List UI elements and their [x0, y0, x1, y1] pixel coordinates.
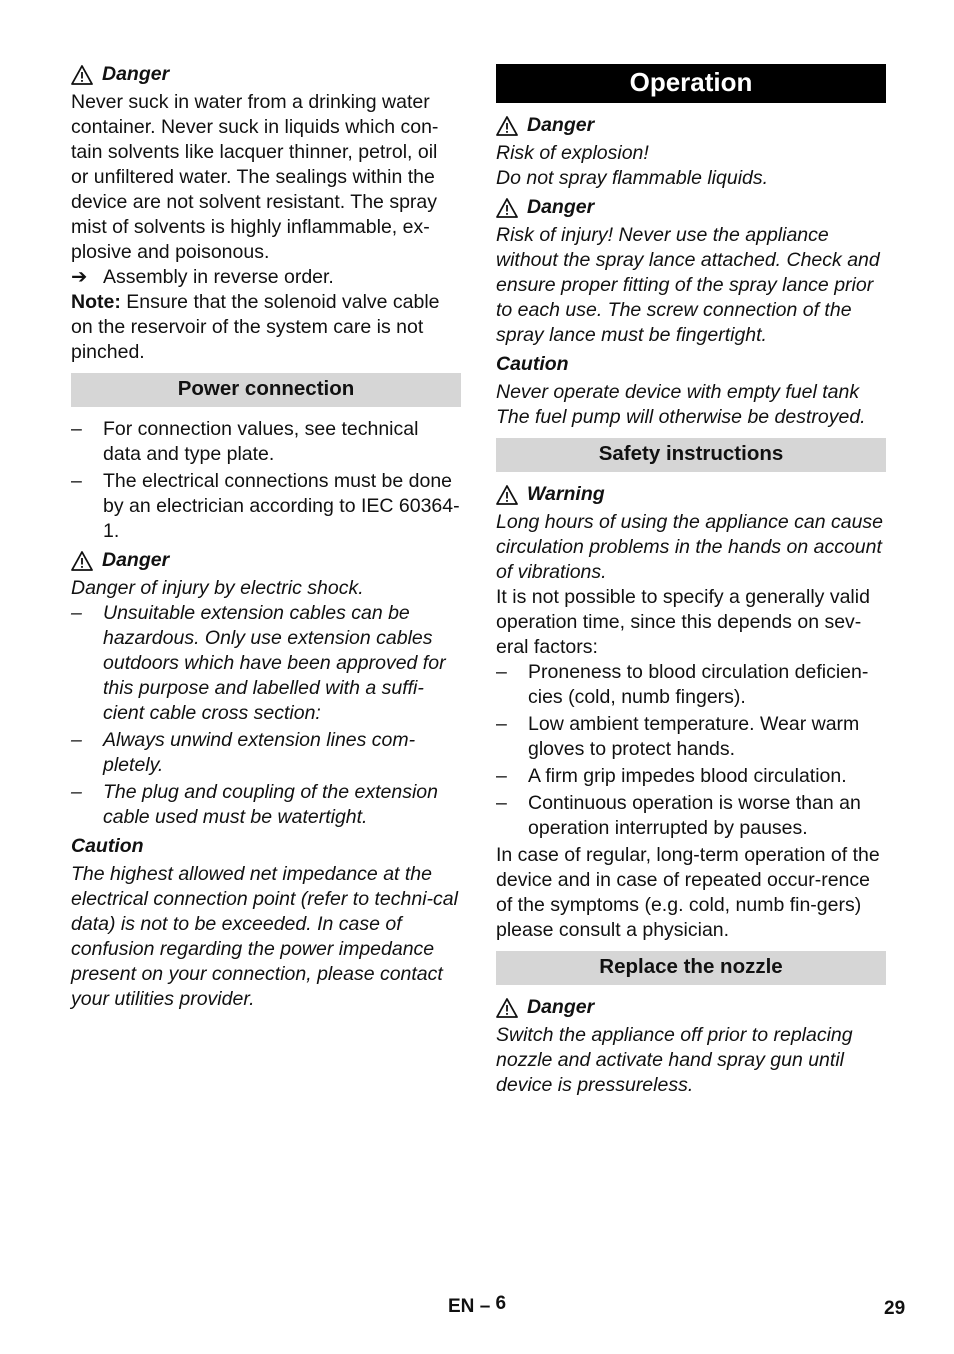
warning-triangle-icon	[496, 485, 518, 505]
footer-dash: –	[479, 1296, 491, 1317]
danger-heading	[496, 195, 886, 220]
caution-heading	[496, 352, 886, 377]
note-paragraph	[71, 290, 461, 365]
danger-line: Risk of explosion!	[496, 142, 649, 164]
danger-label: Danger	[527, 996, 595, 1018]
caution-label: Caution	[496, 353, 569, 375]
danger-label: Danger	[527, 196, 595, 218]
right-column	[496, 58, 886, 1098]
operation-heading: Operation	[496, 64, 886, 103]
note-text: Ensure that the solenoid valve cable on the reservoir of the system care is not pinched.	[71, 291, 440, 363]
list-item: – A firm grip impedes blood circulation.	[496, 765, 847, 787]
caution-label: Caution	[71, 835, 144, 857]
caution-text: The highest allowed net impedance at the electrical connection point (refer to techni-cal data) is not to be exceeded. In case of confusion regarding the power impedance present on your connection, please contact your utilities provider.	[71, 863, 458, 1010]
footer-lang: EN	[448, 1296, 475, 1317]
power-connection-heading: Power connection	[71, 373, 461, 407]
list-item: – Unsuitable extension cables can be hazardous. Only use extension cables outdoors which have been approved for this purpose and labelled with a suffi-cient cable cross section:	[71, 602, 446, 724]
warning-triangle-icon	[71, 551, 93, 571]
list-item: – Continuous operation is worse than an operation interrupted by pauses.	[496, 792, 861, 839]
danger-list	[71, 601, 461, 830]
danger-line: Do not spray flammable liquids.	[496, 167, 769, 189]
factors-list	[496, 660, 886, 841]
danger-intro: Danger of injury by electric shock.	[71, 577, 364, 599]
danger-heading	[71, 62, 461, 87]
regular-text: In case of regular, long-term operation of the device and in case of repeated occur-rence of the symptoms (e.g. cold, numb fin-gers) please consult a physician.	[496, 844, 880, 941]
warning-triangle-icon	[496, 198, 518, 218]
arrow-right-icon: ➔	[71, 266, 88, 288]
left-column	[71, 58, 461, 1012]
list-item: – For connection values, see technical data and type plate.	[71, 418, 419, 465]
danger-label: Danger	[102, 549, 170, 571]
danger-text: Switch the appliance off prior to replacing nozzle and activate hand spray gun until device is pressureless.	[496, 1024, 853, 1096]
footer-section-number: 6	[495, 1293, 507, 1314]
list-item: – The plug and coupling of the extension cable used must be watertight.	[71, 781, 438, 828]
warning-triangle-icon	[496, 998, 518, 1018]
danger-text: Risk of injury! Never use the appliance without the spray lance attached. Check and ensure proper fitting of the spray lance prior to each use. The screw connection of the spray lance must be fingertight.	[496, 224, 880, 346]
power-list	[71, 417, 461, 544]
danger-heading	[71, 548, 461, 573]
warning-label: Warning	[527, 483, 605, 505]
factors-text: It is not possible to specify a generally valid operation time, since this depends on sev-eral factors:	[496, 586, 870, 658]
warning-triangle-icon	[71, 65, 93, 85]
danger-label: Danger	[102, 63, 170, 85]
danger-label: Danger	[527, 114, 595, 136]
danger-heading	[496, 113, 886, 138]
list-item: – Proneness to blood circulation deficien-cies (cold, numb fingers).	[496, 661, 869, 708]
caution-heading	[71, 834, 461, 859]
warning-heading	[496, 482, 886, 507]
safety-instructions-heading: Safety instructions	[496, 438, 886, 472]
assembly-line	[71, 265, 461, 290]
list-item: – Always unwind extension lines com-pletely.	[71, 729, 416, 776]
warning-triangle-icon	[496, 116, 518, 136]
note-label: Note:	[71, 291, 121, 313]
assembly-text: Assembly in reverse order.	[103, 266, 334, 288]
list-item: – The electrical connections must be done by an electrician according to IEC 60364-1.	[71, 470, 460, 542]
footer-section-page	[448, 1293, 507, 1318]
danger-text: Never suck in water from a drinking water container. Never suck in liquids which con-tain solvents like lacquer thinner, petrol, oil or unfiltered water. The sealings within the device are not solvent resistant. The spray mist of solvents is highly inflammable, ex-plosive and poisonous.	[71, 91, 439, 263]
warning-text: Long hours of using the appliance can cause circulation problems in the hands on account of vibrations.	[496, 511, 884, 583]
caution-line: The fuel pump will otherwise be destroyed.	[496, 406, 866, 428]
list-item: – Low ambient temperature. Wear warm gloves to protect hands.	[496, 713, 860, 760]
danger-heading	[496, 995, 886, 1020]
caution-line: Never operate device with empty fuel tank	[496, 381, 860, 403]
page-number: 29	[884, 1298, 906, 1319]
replace-nozzle-heading: Replace the nozzle	[496, 951, 886, 985]
